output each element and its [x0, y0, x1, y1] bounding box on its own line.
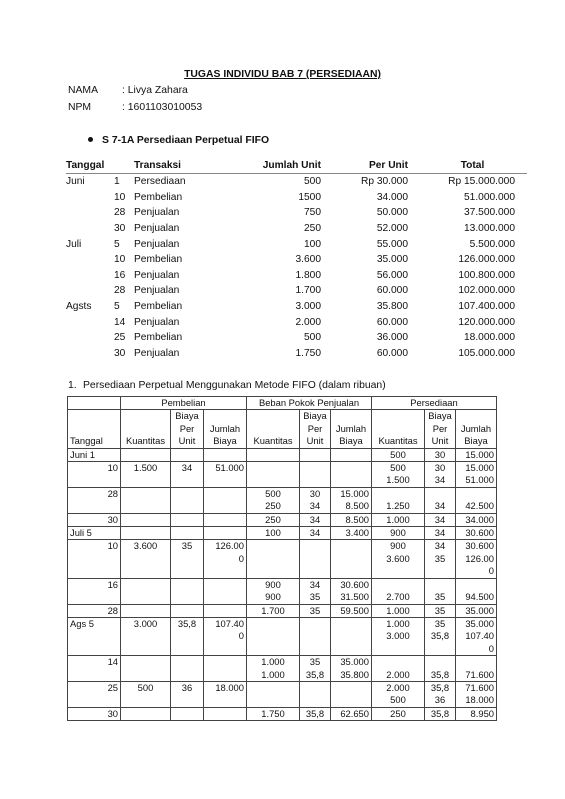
fifo-cell-bpp-jumlah-biaya: 59.500	[331, 604, 372, 617]
fifo-cell-pembelian-jumlah-biaya: 126.00 0	[204, 540, 247, 578]
fifo-cell-pembelian-biaya-per-unit	[171, 578, 204, 604]
fifo-cell-bpp-kuantitas	[247, 540, 300, 578]
fifo-cell-pembelian-biaya-per-unit	[171, 513, 204, 526]
tx-unit-cost: 35.000	[376, 254, 408, 266]
fifo-cell-bpp-jumlah-biaya	[331, 681, 372, 707]
fifo-cell-persediaan-biaya-per-unit: 30 34	[425, 462, 456, 488]
tx-day: 10	[114, 191, 126, 203]
fifo-cell-bpp-kuantitas: 500 250	[247, 487, 300, 513]
fifo-cell-pembelian-kuantitas	[121, 707, 171, 720]
fifo-row	[68, 540, 497, 578]
fifo-cell-bpp-kuantitas	[247, 617, 300, 655]
tx-units: 3.600	[295, 254, 321, 266]
fifo-cell-persediaan-kuantitas: 2.000 500	[372, 681, 425, 707]
tx-day: 28	[114, 207, 126, 219]
group-header-persediaan: Persediaan	[372, 397, 497, 410]
name-line	[68, 85, 188, 96]
fifo-cell-tanggal: Ags 5	[68, 617, 121, 655]
tx-month	[66, 268, 114, 284]
tx-units: 500	[304, 176, 321, 188]
fifo-cell-persediaan-kuantitas: 900 3.600	[372, 540, 425, 578]
tx-unit-cost: Rp 30.000	[360, 176, 408, 188]
fifo-cell-pembelian-kuantitas	[121, 656, 171, 682]
fifo-cell-pembelian-kuantitas: 500	[121, 681, 171, 707]
tx-type: Pembelian	[134, 332, 183, 344]
fifo-cell-persediaan-jumlah-biaya: 8.950	[456, 707, 497, 720]
fifo-cell-pembelian-jumlah-biaya	[204, 707, 247, 720]
fifo-column-header-row	[68, 410, 497, 448]
fifo-cell-tanggal: 28	[68, 604, 121, 617]
fifo-cell-persediaan-kuantitas: 250	[372, 707, 425, 720]
fifo-cell-bpp-kuantitas: 100	[247, 527, 300, 540]
fifo-cell-persediaan-kuantitas: 1.250	[372, 487, 425, 513]
transaction-row	[66, 252, 527, 268]
fifo-cell-pembelian-jumlah-biaya	[204, 656, 247, 682]
tx-units: 100	[304, 238, 321, 250]
fifo-cell-bpp-jumlah-biaya: 8.500	[331, 513, 372, 526]
tx-month	[66, 190, 114, 206]
tx-type: Penjualan	[134, 207, 180, 219]
fifo-row	[68, 448, 497, 461]
fifo-cell-pembelian-jumlah-biaya	[204, 604, 247, 617]
transactions-header-row	[66, 157, 527, 174]
fifo-cell-persediaan-kuantitas: 900	[372, 527, 425, 540]
fifo-cell-pembelian-biaya-per-unit	[171, 448, 204, 461]
fifo-cell-tanggal: 28	[68, 487, 121, 513]
fifo-cell-pembelian-jumlah-biaya	[204, 487, 247, 513]
transaction-row	[66, 314, 527, 330]
tx-day: 10	[114, 254, 126, 266]
fifo-cell-persediaan-jumlah-biaya: 34.000	[456, 513, 497, 526]
fifo-cell-persediaan-biaya-per-unit: 34	[425, 513, 456, 526]
tx-unit-cost: 52.000	[376, 223, 408, 235]
fifo-cell-pembelian-jumlah-biaya	[204, 448, 247, 461]
fifo-cell-tanggal: 25	[68, 681, 121, 707]
tx-total: 5.500.000	[469, 238, 515, 250]
section-heading	[88, 135, 269, 146]
fifo-row	[68, 707, 497, 720]
fifo-cell-bpp-jumlah-biaya	[331, 462, 372, 488]
fifo-cell-bpp-biaya-per-unit	[300, 540, 331, 578]
fifo-cell-persediaan-biaya-per-unit: 35,8	[425, 707, 456, 720]
transaction-row	[66, 268, 527, 284]
fifo-cell-persediaan-jumlah-biaya: 15.000 51.000	[456, 462, 497, 488]
fifo-cell-tanggal: 10	[68, 462, 121, 488]
tx-unit-cost: 55.000	[376, 238, 408, 250]
fifo-row	[68, 578, 497, 604]
transaction-row	[66, 174, 527, 190]
tx-type: Penjualan	[134, 285, 180, 297]
fifo-cell-persediaan-kuantitas: 500 1.500	[372, 462, 425, 488]
fifo-cell-persediaan-biaya-per-unit: 34	[425, 527, 456, 540]
group-header-pembelian: Pembelian	[121, 397, 247, 410]
tx-day: 30	[114, 223, 126, 235]
col-header-pembelian-kuantitas: Kuantitas	[121, 410, 171, 448]
fifo-cell-pembelian-biaya-per-unit	[171, 604, 204, 617]
fifo-cell-pembelian-kuantitas	[121, 487, 171, 513]
fifo-cell-pembelian-jumlah-biaya: 107.40 0	[204, 617, 247, 655]
tx-unit-cost: 50.000	[376, 207, 408, 219]
npm-line	[68, 102, 202, 113]
fifo-cell-bpp-kuantitas: 1.700	[247, 604, 300, 617]
tx-month	[66, 283, 114, 299]
fifo-cell-pembelian-biaya-per-unit: 36	[171, 681, 204, 707]
fifo-cell-pembelian-jumlah-biaya: 51.000	[204, 462, 247, 488]
fifo-cell-bpp-kuantitas	[247, 462, 300, 488]
transaction-row	[66, 205, 527, 221]
tx-day: 30	[114, 347, 126, 359]
fifo-cell-pembelian-kuantitas: 1.500	[121, 462, 171, 488]
fifo-cell-bpp-jumlah-biaya	[331, 540, 372, 578]
fifo-cell-pembelian-biaya-per-unit: 35,8	[171, 617, 204, 655]
transaction-row	[66, 299, 527, 315]
fifo-cell-bpp-jumlah-biaya: 15.000 8.500	[331, 487, 372, 513]
tx-unit-cost: 60.000	[376, 285, 408, 297]
tx-day: 5	[114, 301, 120, 313]
fifo-cell-bpp-biaya-per-unit: 30 34	[300, 487, 331, 513]
tx-type: Persediaan	[134, 176, 186, 188]
npm-value: : 1601103010053	[122, 102, 203, 113]
fifo-cell-bpp-biaya-per-unit: 34 35	[300, 578, 331, 604]
tx-units: 1.700	[295, 285, 321, 297]
fifo-cell-persediaan-kuantitas: 1.000	[372, 604, 425, 617]
fifo-cell-pembelian-jumlah-biaya	[204, 527, 247, 540]
fifo-cell-bpp-biaya-per-unit	[300, 681, 331, 707]
tx-month	[66, 314, 114, 330]
fifo-cell-pembelian-biaya-per-unit	[171, 656, 204, 682]
tx-units: 1.750	[295, 347, 321, 359]
fifo-cell-pembelian-biaya-per-unit: 35	[171, 540, 204, 578]
fifo-cell-bpp-jumlah-biaya: 35.000 35.800	[331, 656, 372, 682]
col-header-persediaan-kuantitas: Kuantitas	[372, 410, 425, 448]
col-header-pembelian-jumlah-biaya: Jumlah Biaya	[204, 410, 247, 448]
subheading-number: 1.	[68, 380, 77, 391]
fifo-cell-bpp-biaya-per-unit	[300, 617, 331, 655]
bullet-icon	[88, 137, 93, 142]
fifo-cell-pembelian-kuantitas	[121, 604, 171, 617]
fifo-row	[68, 527, 497, 540]
tx-month	[66, 252, 114, 268]
tx-total: 102.000.000	[458, 285, 515, 297]
col-header-bpp-biaya-per-unit: Biaya Per Unit	[300, 410, 331, 448]
fifo-subheading	[68, 380, 386, 391]
tx-unit-cost: 35.800	[376, 301, 408, 313]
tx-day: 16	[114, 269, 126, 281]
fifo-cell-pembelian-biaya-per-unit	[171, 707, 204, 720]
group-header-beban-pokok: Beban Pokok Penjualan	[247, 397, 372, 410]
fifo-cell-bpp-jumlah-biaya: 3.400	[331, 527, 372, 540]
fifo-cell-bpp-kuantitas: 1.000 1.000	[247, 656, 300, 682]
tx-total: 120.000.000	[458, 316, 515, 328]
fifo-cell-bpp-kuantitas: 900 900	[247, 578, 300, 604]
fifo-cell-persediaan-biaya-per-unit: 34	[425, 487, 456, 513]
fifo-cell-persediaan-jumlah-biaya: 42.500	[456, 487, 497, 513]
tx-total: Rp 15.000.000	[448, 176, 515, 188]
name-label: NAMA	[68, 85, 99, 96]
fifo-cell-tanggal: Juli 5	[68, 527, 121, 540]
tx-total: 13.000.000	[464, 223, 515, 235]
fifo-cell-bpp-kuantitas: 250	[247, 513, 300, 526]
fifo-cell-pembelian-jumlah-biaya	[204, 513, 247, 526]
tx-day: 25	[114, 332, 126, 344]
tx-units: 2.000	[295, 316, 321, 328]
col-header-tanggal: Tanggal	[66, 157, 134, 174]
tx-month: Juni	[66, 176, 85, 188]
col-header-bpp-kuantitas: Kuantitas	[247, 410, 300, 448]
fifo-cell-persediaan-jumlah-biaya: 15.000	[456, 448, 497, 461]
fifo-cell-bpp-biaya-per-unit: 35,8	[300, 707, 331, 720]
tx-total: 51.000.000	[464, 191, 515, 203]
transaction-row	[66, 190, 527, 206]
fifo-cell-persediaan-jumlah-biaya: 35.000	[456, 604, 497, 617]
fifo-cell-persediaan-jumlah-biaya: 71.600 18.000	[456, 681, 497, 707]
tx-type: Penjualan	[134, 316, 180, 328]
fifo-row	[68, 462, 497, 488]
fifo-cell-bpp-biaya-per-unit	[300, 448, 331, 461]
tx-month: Juli	[66, 238, 82, 250]
fifo-cell-pembelian-kuantitas	[121, 448, 171, 461]
tx-type: Penjualan	[134, 238, 180, 250]
transaction-row	[66, 236, 527, 252]
fifo-cell-pembelian-kuantitas	[121, 527, 171, 540]
fifo-cell-persediaan-kuantitas: 1.000 3.000	[372, 617, 425, 655]
tx-type: Pembelian	[134, 191, 183, 203]
fifo-cell-persediaan-biaya-per-unit: 35	[425, 604, 456, 617]
tx-unit-cost: 56.000	[376, 269, 408, 281]
fifo-row	[68, 604, 497, 617]
col-header-jumlah-unit: Jumlah Unit	[232, 157, 321, 174]
tx-units: 750	[304, 207, 321, 219]
fifo-cell-persediaan-jumlah-biaya: 71.600	[456, 656, 497, 682]
fifo-cell-persediaan-biaya-per-unit: 35	[425, 578, 456, 604]
fifo-cell-persediaan-kuantitas: 2.000	[372, 656, 425, 682]
fifo-cell-bpp-jumlah-biaya	[331, 617, 372, 655]
tx-month	[66, 221, 114, 237]
col-header-persediaan-biaya-per-unit: Biaya Per Unit	[425, 410, 456, 448]
tx-type: Penjualan	[134, 347, 180, 359]
tx-unit-cost: 36.000	[376, 332, 408, 344]
fifo-row	[68, 681, 497, 707]
fifo-cell-persediaan-biaya-per-unit: 35 35,8	[425, 617, 456, 655]
tx-type: Penjualan	[134, 269, 180, 281]
tx-total: 37.500.000	[464, 207, 515, 219]
fifo-cell-pembelian-kuantitas	[121, 513, 171, 526]
tx-day: 1	[114, 176, 120, 188]
fifo-cell-bpp-kuantitas	[247, 448, 300, 461]
subheading-text: Persediaan Perpetual Menggunakan Metode FIFO (dalam ribuan)	[83, 380, 386, 391]
fifo-cell-bpp-jumlah-biaya: 30.600 31.500	[331, 578, 372, 604]
transaction-row	[66, 346, 527, 362]
tx-type: Penjualan	[134, 223, 180, 235]
transactions-table	[66, 157, 527, 361]
transaction-row	[66, 330, 527, 346]
fifo-cell-pembelian-kuantitas: 3.600	[121, 540, 171, 578]
tx-day: 28	[114, 285, 126, 297]
fifo-cell-persediaan-biaya-per-unit: 35,8 36	[425, 681, 456, 707]
fifo-cell-persediaan-biaya-per-unit: 30	[425, 448, 456, 461]
fifo-cell-persediaan-biaya-per-unit: 34 35	[425, 540, 456, 578]
tx-month	[66, 330, 114, 346]
fifo-cell-bpp-biaya-per-unit: 34	[300, 513, 331, 526]
fifo-row	[68, 487, 497, 513]
fifo-cell-bpp-kuantitas: 1.750	[247, 707, 300, 720]
tx-type: Pembelian	[134, 301, 183, 313]
fifo-cell-pembelian-jumlah-biaya: 18.000	[204, 681, 247, 707]
tx-month	[66, 346, 114, 362]
fifo-cell-persediaan-biaya-per-unit: 35,8	[425, 656, 456, 682]
tx-units: 500	[304, 332, 321, 344]
fifo-cell-bpp-biaya-per-unit: 34	[300, 527, 331, 540]
fifo-cell-tanggal: 30	[68, 707, 121, 720]
transaction-row	[66, 221, 527, 237]
fifo-cell-persediaan-jumlah-biaya: 35.000 107.40 0	[456, 617, 497, 655]
fifo-cell-pembelian-kuantitas	[121, 578, 171, 604]
fifo-cell-persediaan-jumlah-biaya: 30.600 126.00 0	[456, 540, 497, 578]
name-value: : Livya Zahara	[122, 85, 188, 96]
fifo-cell-persediaan-jumlah-biaya: 30.600	[456, 527, 497, 540]
fifo-cell-bpp-biaya-per-unit: 35	[300, 604, 331, 617]
tx-total: 18.000.000	[464, 332, 515, 344]
fifo-cell-tanggal: 14	[68, 656, 121, 682]
fifo-table	[67, 396, 497, 721]
col-header-pembelian-biaya-per-unit: Biaya Per Unit	[171, 410, 204, 448]
page-title: TUGAS INDIVIDU BAB 7 (PERSEDIAAN)	[184, 69, 381, 80]
fifo-cell-pembelian-biaya-per-unit	[171, 527, 204, 540]
fifo-cell-persediaan-jumlah-biaya: 94.500	[456, 578, 497, 604]
fifo-cell-bpp-biaya-per-unit	[300, 462, 331, 488]
transaction-row	[66, 283, 527, 299]
col-header-tanggal: Tanggal	[68, 410, 121, 448]
section-heading-text: S 7-1A Persediaan Perpetual FIFO	[102, 135, 270, 146]
tx-unit-cost: 34.000	[376, 191, 408, 203]
tx-month: Agsts	[66, 301, 92, 313]
col-header-per-unit: Per Unit	[321, 157, 418, 174]
tx-unit-cost: 60.000	[376, 347, 408, 359]
fifo-cell-bpp-jumlah-biaya	[331, 448, 372, 461]
tx-units: 250	[304, 223, 321, 235]
group-header-blank	[68, 397, 121, 410]
tx-units: 1.800	[295, 269, 321, 281]
tx-total: 100.800.000	[458, 269, 515, 281]
fifo-cell-pembelian-kuantitas: 3.000	[121, 617, 171, 655]
fifo-row	[68, 656, 497, 682]
tx-total: 105.000.000	[458, 347, 515, 359]
col-header-total: Total	[418, 157, 527, 174]
fifo-cell-tanggal: Juni 1	[68, 448, 121, 461]
fifo-cell-bpp-kuantitas	[247, 681, 300, 707]
fifo-cell-persediaan-kuantitas: 1.000	[372, 513, 425, 526]
fifo-cell-persediaan-kuantitas: 500	[372, 448, 425, 461]
fifo-cell-pembelian-jumlah-biaya	[204, 578, 247, 604]
fifo-cell-pembelian-biaya-per-unit	[171, 487, 204, 513]
tx-units: 3.000	[295, 301, 321, 313]
fifo-cell-bpp-jumlah-biaya: 62.650	[331, 707, 372, 720]
fifo-group-header-row	[68, 397, 497, 410]
fifo-cell-bpp-biaya-per-unit: 35 35,8	[300, 656, 331, 682]
fifo-cell-persediaan-kuantitas: 2.700	[372, 578, 425, 604]
col-header-persediaan-jumlah-biaya: Jumlah Biaya	[456, 410, 497, 448]
npm-label: NPM	[68, 102, 92, 113]
fifo-cell-tanggal: 30	[68, 513, 121, 526]
tx-day: 5	[114, 238, 120, 250]
fifo-cell-pembelian-biaya-per-unit: 34	[171, 462, 204, 488]
tx-total: 107.400.000	[458, 301, 515, 313]
tx-unit-cost: 60.000	[376, 316, 408, 328]
fifo-cell-tanggal: 10	[68, 540, 121, 578]
tx-day: 14	[114, 316, 126, 328]
tx-units: 1500	[298, 191, 321, 203]
tx-type: Pembelian	[134, 254, 183, 266]
fifo-row	[68, 617, 497, 655]
col-header-bpp-jumlah-biaya: Jumlah Biaya	[331, 410, 372, 448]
fifo-cell-tanggal: 16	[68, 578, 121, 604]
col-header-transaksi: Transaksi	[134, 157, 232, 174]
tx-total: 126.000.000	[458, 254, 515, 266]
tx-month	[66, 205, 114, 221]
fifo-row	[68, 513, 497, 526]
